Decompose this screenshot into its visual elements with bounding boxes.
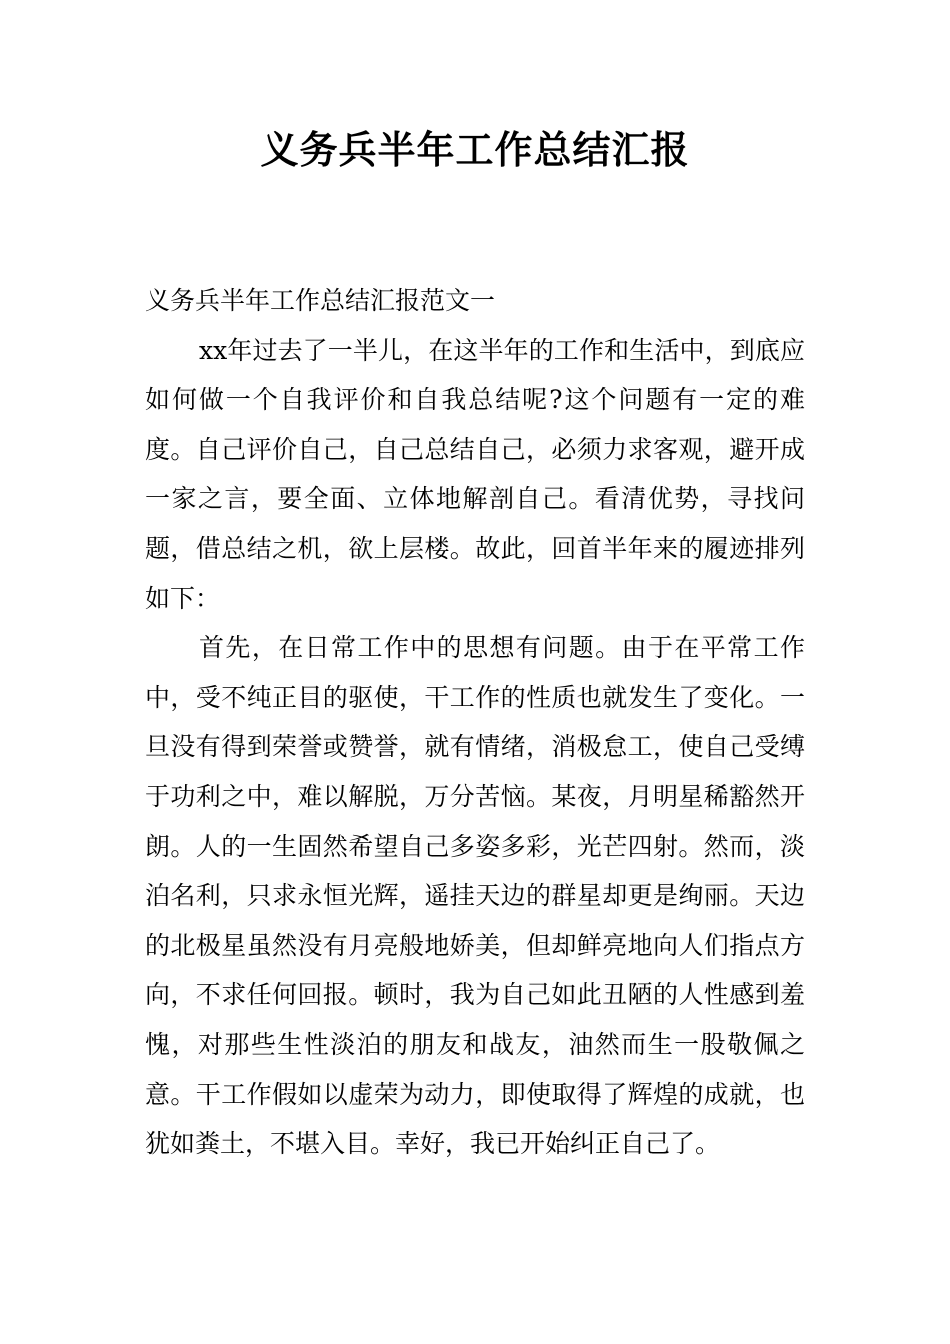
- body-paragraph: 首先，在日常工作中的思想有问题。由于在平常工作中，受不纯正目的驱使，干工作的性质也就发生了变化。一旦没有得到荣誉或赞誉，就有情绪，消极怠工，使自己受缚于功利之中，难以解脱，万分苦恼。某夜，月明星稀豁然开朗。人的一生固然希望自己多姿多彩，光芒四射。然而，淡泊名利，只求永恒光辉，遥挂天边的群星却更是绚丽。天边的北极星虽然没有月亮般地娇美，但却鲜亮地向人们指点方向，不求任何回报。顿时，我为自己如此丑陋的人性感到羞愧，对那些生性淡泊的朋友和战友，油然而生一股敬佩之意。干工作假如以虚荣为动力，即使取得了辉煌的成就，也犹如粪土，不堪入目。幸好，我已开始纠正自己了。: [145, 633, 805, 1159]
- document-title: 义务兵半年工作总结汇报: [260, 128, 690, 172]
- document-body: [145, 276, 805, 1169]
- document-subtitle: 义务兵半年工作总结汇报范文一: [145, 286, 496, 315]
- body-paragraph: xx年过去了一半儿，在这半年的工作和生活中，到底应如何做一个自我评价和自我总结呢?这个问题有一定的难度。自己评价自己，自己总结自己，必须力求客观，避开成一家之言，要全面、立体地解剖自己。看清优势，寻找问题，借总结之机，欲上层楼。故此，回首半年来的履迹排列如下：: [145, 335, 805, 613]
